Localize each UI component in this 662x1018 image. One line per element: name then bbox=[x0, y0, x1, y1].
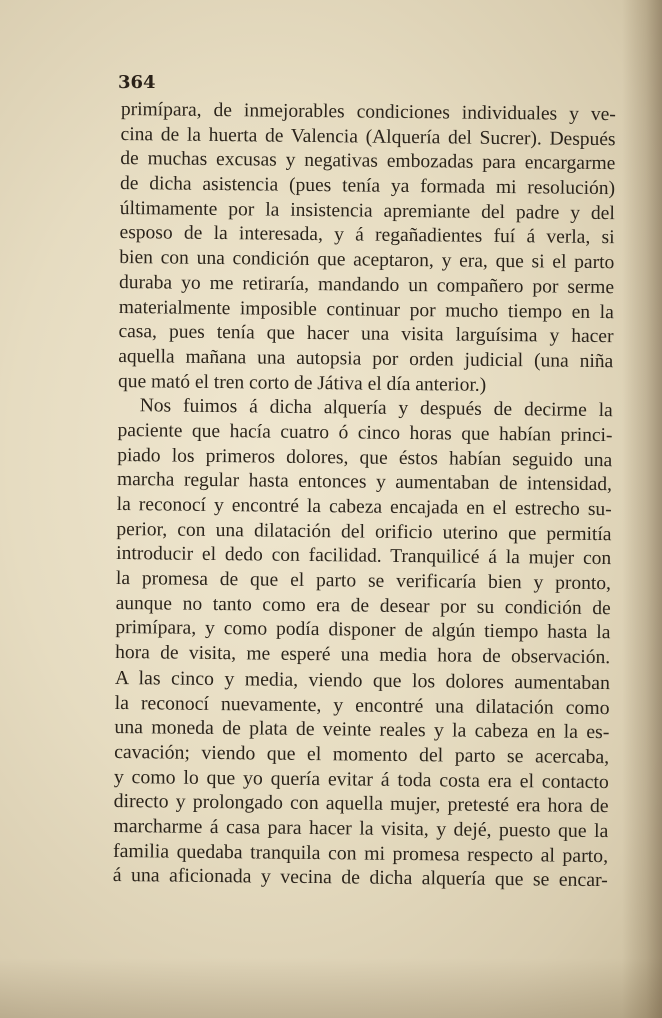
text-line: la reconocí y encontré la cabeza encajada en el estrecho su- bbox=[116, 493, 612, 521]
text-line: la promesa de que el parto se verificaría bien y pronto, bbox=[115, 568, 612, 595]
text-line: materialmente imposible continuar por mucho tiempo en la bbox=[118, 296, 614, 323]
text-line: bien con una condición que aceptaron, y era, que si el parto bbox=[119, 247, 615, 274]
text-line: que mató el tren corto de Játiva el día anterior.) bbox=[117, 370, 487, 396]
text-line: A las cinco y media, viendo que los dolores aumentaban bbox=[114, 666, 611, 694]
text-line: cina de la huerta de Valencia (Alquería del Sucrer). Después bbox=[120, 123, 616, 150]
text-line: de muchas excusas y negativas embozadas para encargarme bbox=[120, 148, 616, 175]
text-line: cavación; viendo que el momento del parto se acercaba, bbox=[114, 740, 610, 769]
text-line: Nos fuimos á dicha alquería y después de decirme la bbox=[139, 395, 613, 422]
text-line: primípara, y como podía disponer de algún tiempo hasta la bbox=[115, 617, 611, 644]
text-line: marcharme á casa para hacer la visita, y dejé, puesto que la bbox=[113, 814, 609, 843]
page-bottom-shadow bbox=[0, 958, 662, 1018]
body-text bbox=[113, 98, 616, 893]
text-line: esposo de la interesada, y á regañadientes fuí á verla, si bbox=[119, 222, 615, 249]
text-line: á una aficionada y vecina de dicha alquería que se encar- bbox=[112, 864, 608, 892]
text-line: duraba yo me retiraría, mandando un compañero por serme bbox=[118, 271, 615, 298]
text-line: directo y prolongado con aquella mujer, pretesté era hora de bbox=[113, 790, 609, 818]
page-edge-shadow bbox=[622, 0, 662, 1018]
text-line: piado los primeros dolores, que éstos habían seguido una bbox=[117, 444, 613, 471]
text-line: primípara, de inmejorables condiciones individuales y ve- bbox=[120, 98, 616, 126]
text-line: aquella mañana una autopsia por orden judicial (una niña bbox=[118, 345, 614, 373]
text-line: últimamente por la insistencia apremiante del padre y del bbox=[119, 197, 615, 224]
text-line: familia quedaba tranquila con mi promesa respecto al parto, bbox=[113, 839, 609, 867]
text-line: casa, pues tenía que hacer una visita larguísima y hacer bbox=[118, 321, 614, 348]
page-number: 364 bbox=[118, 72, 156, 93]
text-line: introducir el dedo con facilidad. Tranquilicé á la mujer con bbox=[116, 543, 612, 570]
text-line: la reconocí nuevamente, y encontré una dilatación como bbox=[114, 691, 610, 719]
text-line: una moneda de plata de veinte reales y la cabeza en la es- bbox=[114, 716, 610, 744]
text-line: hora de visita, me esperé una media hora de observación. bbox=[115, 642, 611, 669]
text-line: aunque no tanto como era de desear por su condición de bbox=[115, 592, 611, 619]
text-line: perior, con una dilatación del orificio uterino que permitía bbox=[116, 518, 612, 545]
text-line: y como lo que yo quería evitar á toda costa era el contacto bbox=[113, 765, 609, 793]
text-line: paciente que hacía cuatro ó cinco horas que habían princi- bbox=[117, 419, 613, 447]
text-line: de dicha asistencia (pues tenía ya formada mi resolución) bbox=[119, 173, 616, 200]
text-line: marcha regular hasta entonces y aumentaban de intensidad, bbox=[116, 469, 613, 496]
